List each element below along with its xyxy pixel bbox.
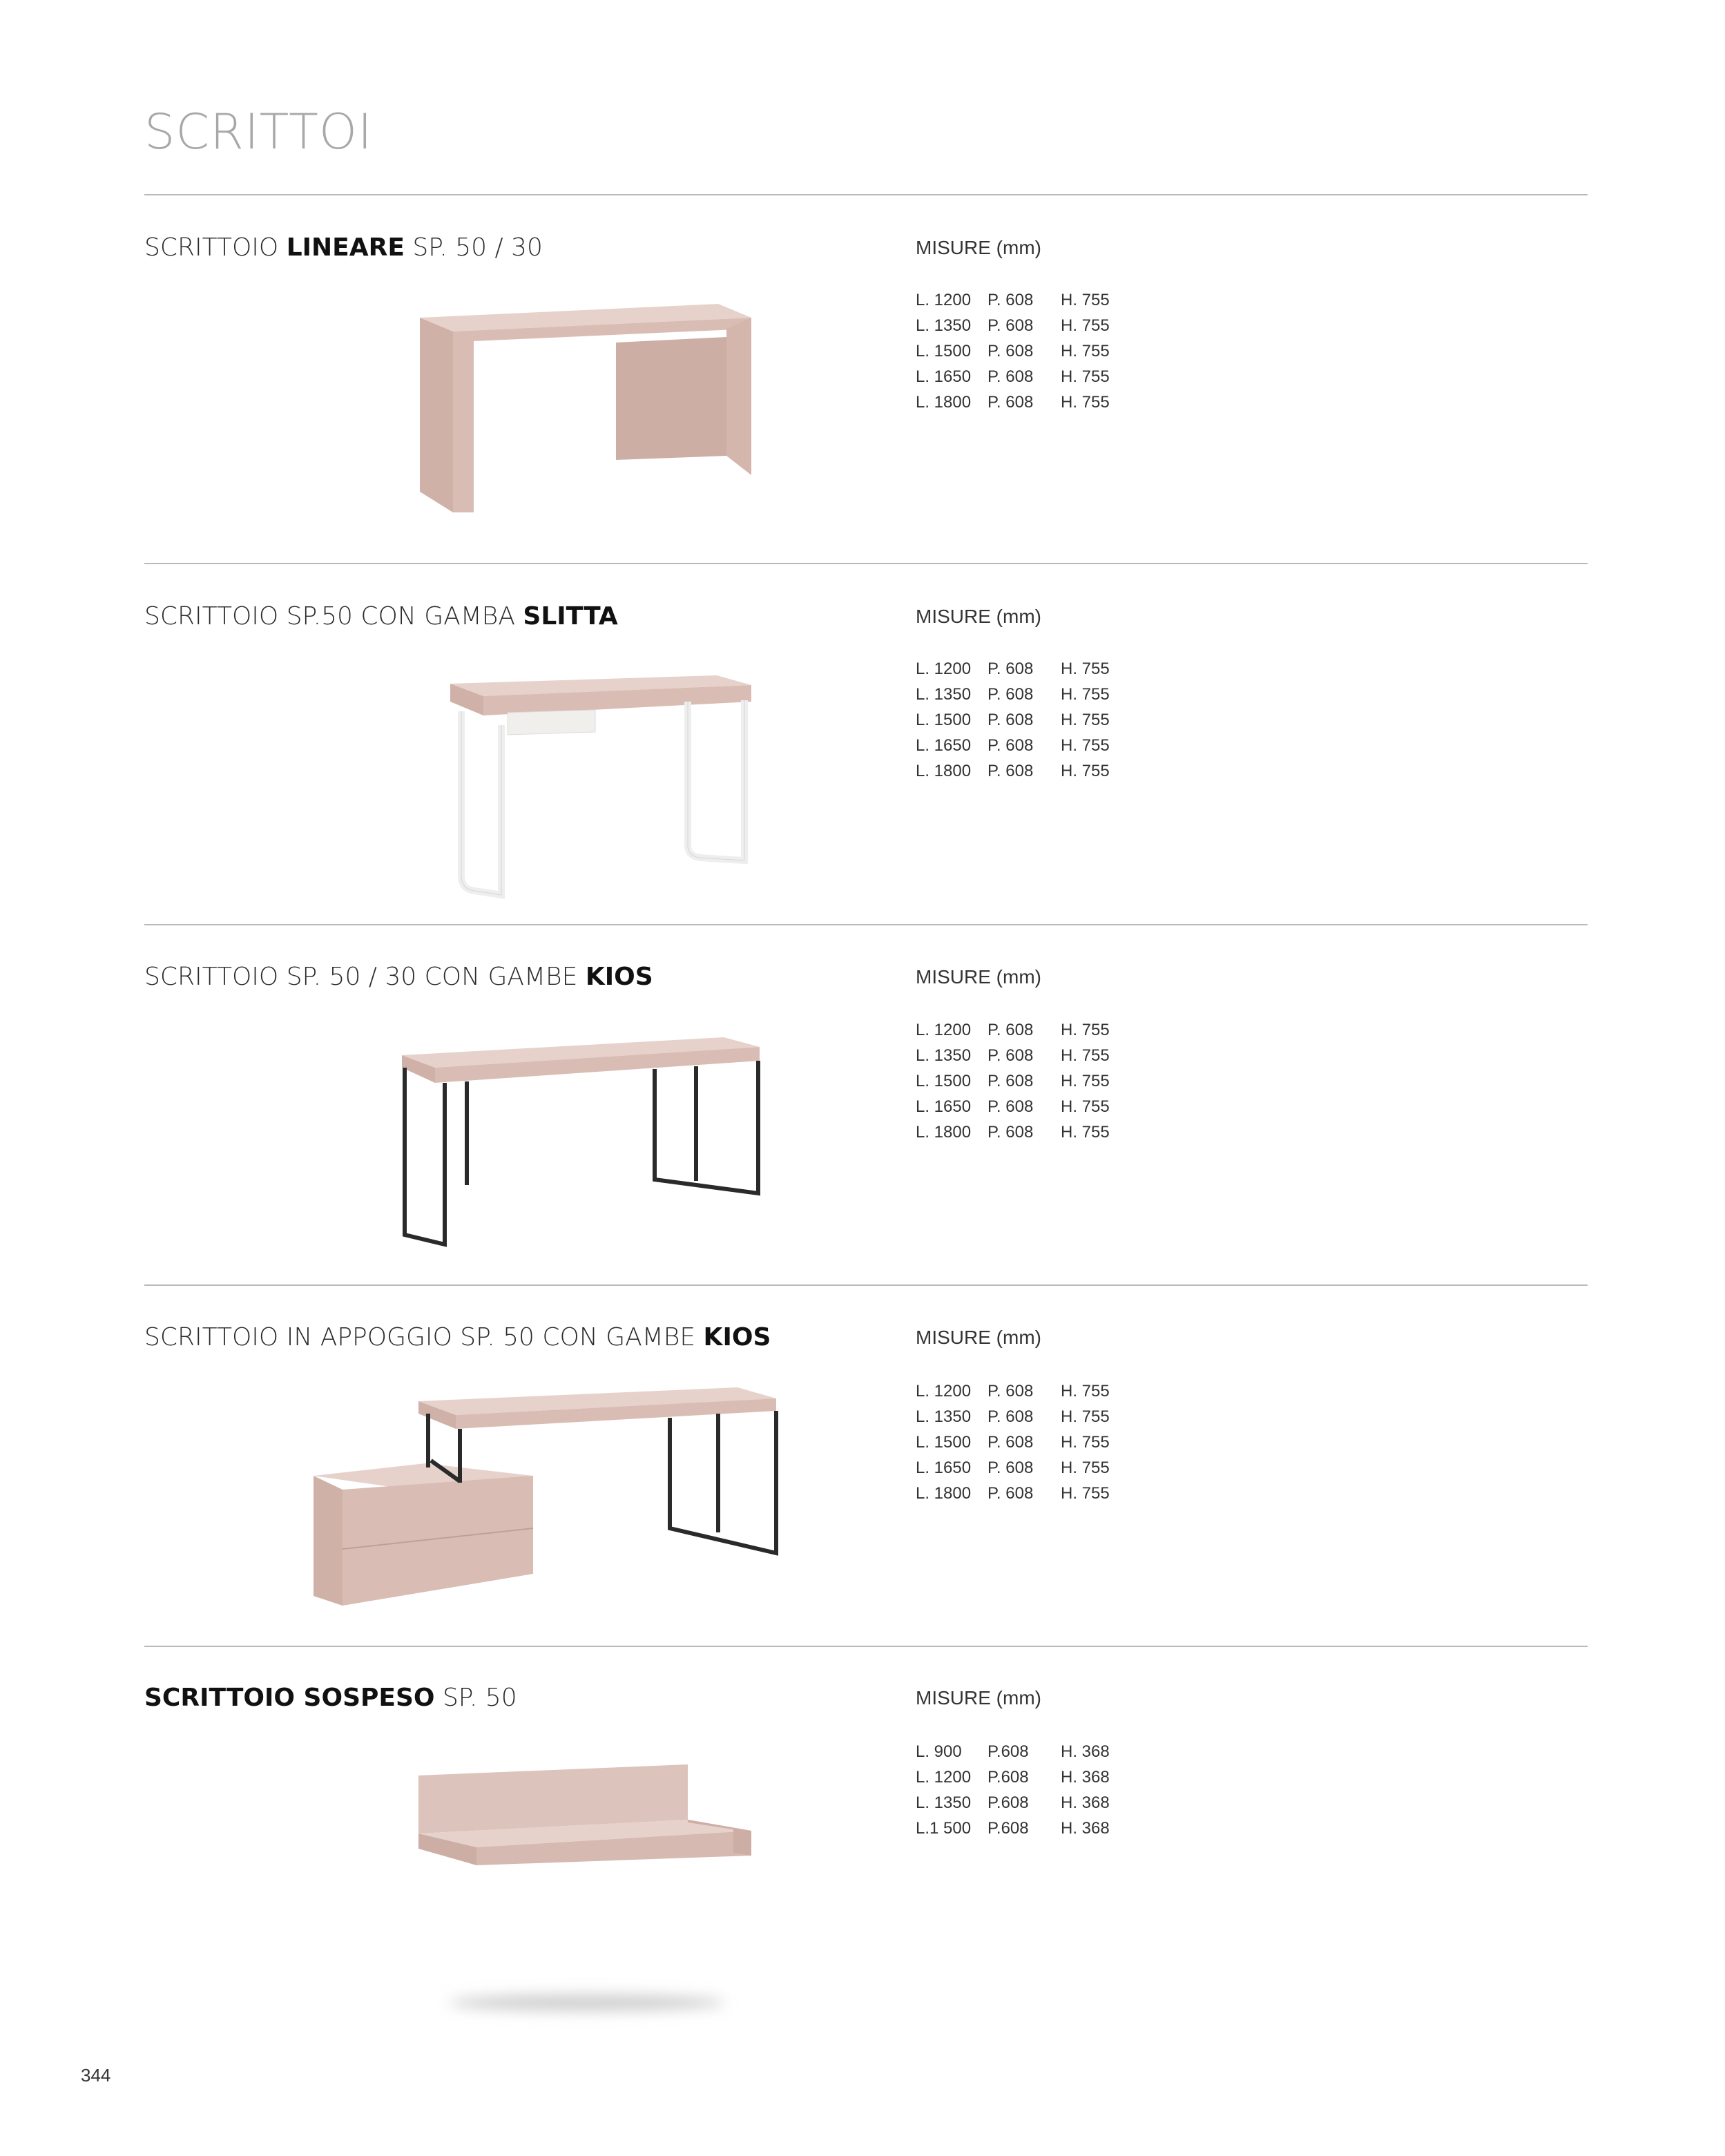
- title-text: SCRITTOIO: [144, 233, 287, 262]
- size-height: H. 755: [1061, 316, 1110, 335]
- size-row: [916, 1068, 1123, 1094]
- size-row: [916, 1790, 1123, 1816]
- title-bold: LINEARE: [286, 233, 405, 262]
- size-row: [916, 287, 1123, 313]
- size-list-appoggio: [916, 1378, 1123, 1506]
- size-length: L. 1650: [916, 736, 972, 755]
- size-height: H. 755: [1061, 342, 1110, 360]
- size-length: L. 1800: [916, 393, 972, 412]
- size-row: [916, 389, 1123, 415]
- size-row: [916, 1455, 1123, 1481]
- size-length: L. 1500: [916, 711, 972, 729]
- size-depth: P. 608: [987, 291, 1034, 309]
- size-length: L. 1200: [916, 1382, 972, 1401]
- size-length: L. 1350: [916, 316, 972, 335]
- title-bold: KIOS: [703, 1323, 771, 1351]
- size-height: H. 755: [1061, 1407, 1110, 1426]
- misure-label: MISURE (mm): [916, 966, 1041, 988]
- size-length: L. 1200: [916, 660, 972, 678]
- desk-appoggio-icon: [304, 1378, 787, 1613]
- size-length: L. 1500: [916, 342, 972, 360]
- size-length: L. 1200: [916, 1768, 972, 1787]
- size-list-lineare: [916, 287, 1123, 415]
- misure-label: MISURE (mm): [916, 1687, 1041, 1709]
- size-length: L. 900: [916, 1742, 962, 1761]
- section-title-sospeso: [144, 1684, 517, 1712]
- title-text: SP. 50: [434, 1684, 517, 1712]
- size-depth: P. 608: [987, 762, 1034, 780]
- size-length: L. 1200: [916, 291, 972, 309]
- size-depth: P. 608: [987, 1459, 1034, 1477]
- size-height: H. 755: [1061, 711, 1110, 729]
- size-row: [916, 1739, 1123, 1764]
- divider: [144, 1284, 1588, 1286]
- size-row: [916, 1764, 1123, 1790]
- size-depth: P. 608: [987, 711, 1034, 729]
- size-length: L. 1500: [916, 1072, 972, 1090]
- size-depth: P.608: [987, 1819, 1029, 1838]
- size-height: H. 755: [1061, 1021, 1110, 1039]
- desk-slitta-icon: [442, 670, 760, 905]
- size-row: [916, 1017, 1123, 1043]
- size-depth: P. 608: [987, 1021, 1034, 1039]
- size-depth: P. 608: [987, 1072, 1034, 1090]
- size-height: H. 755: [1061, 762, 1110, 780]
- size-height: H. 755: [1061, 1097, 1110, 1116]
- size-height: H. 755: [1061, 685, 1110, 704]
- size-height: H. 755: [1061, 1433, 1110, 1452]
- size-height: H. 755: [1061, 660, 1110, 678]
- divider: [144, 924, 1588, 925]
- desk-sospeso-icon: [414, 1764, 760, 2041]
- size-height: H. 755: [1061, 736, 1110, 755]
- size-length: L. 1650: [916, 1097, 972, 1116]
- size-row: [916, 1430, 1123, 1455]
- size-length: L. 1350: [916, 685, 972, 704]
- size-depth: P. 608: [987, 367, 1034, 386]
- divider: [144, 563, 1588, 564]
- size-row: [916, 707, 1123, 733]
- size-height: H. 755: [1061, 1484, 1110, 1503]
- size-length: L. 1800: [916, 1484, 972, 1503]
- title-text: SCRITTOIO IN APPOGGIO SP. 50 CON GAMBE: [144, 1323, 704, 1351]
- size-depth: P. 608: [987, 1407, 1034, 1426]
- size-height: H. 755: [1061, 367, 1110, 386]
- size-depth: P. 608: [987, 1046, 1034, 1065]
- size-row: [916, 1043, 1123, 1068]
- size-depth: P. 608: [987, 316, 1034, 335]
- desk-lineare-icon: [414, 297, 760, 518]
- size-length: L. 1350: [916, 1793, 972, 1812]
- size-depth: P.608: [987, 1742, 1029, 1761]
- size-row: [916, 1404, 1123, 1430]
- misure-label: MISURE (mm): [916, 1327, 1041, 1348]
- section-title-slitta: [144, 602, 618, 631]
- size-list-kios: [916, 1017, 1123, 1145]
- size-depth: P. 608: [987, 393, 1034, 412]
- size-row: [916, 313, 1123, 338]
- section-title-lineare: [144, 233, 543, 262]
- size-length: L. 1200: [916, 1021, 972, 1039]
- size-depth: P. 608: [987, 660, 1034, 678]
- size-row: [916, 758, 1123, 784]
- size-height: H. 755: [1061, 1046, 1110, 1065]
- size-length: L. 1650: [916, 367, 972, 386]
- size-height: H. 368: [1061, 1742, 1110, 1761]
- size-row: [916, 1119, 1123, 1145]
- size-list-slitta: [916, 656, 1123, 784]
- divider: [144, 194, 1588, 195]
- desk-kios-icon: [394, 1029, 767, 1257]
- size-depth: P. 608: [987, 1484, 1034, 1503]
- title-text: SCRITTOIO SP. 50 / 30 CON GAMBE: [144, 963, 586, 991]
- size-depth: P. 608: [987, 1382, 1034, 1401]
- size-row: [916, 733, 1123, 758]
- size-row: [916, 1094, 1123, 1119]
- size-depth: P. 608: [987, 1097, 1034, 1116]
- size-height: H. 755: [1061, 291, 1110, 309]
- size-depth: P. 608: [987, 342, 1034, 360]
- size-length: L.1 500: [916, 1819, 972, 1838]
- size-row: [916, 1816, 1123, 1841]
- size-depth: P.608: [987, 1768, 1029, 1787]
- size-height: H. 755: [1061, 1459, 1110, 1477]
- title-text: SP. 50 / 30: [404, 233, 543, 262]
- size-depth: P. 608: [987, 685, 1034, 704]
- page-title: SCRITTOI: [144, 104, 373, 160]
- size-row: [916, 1481, 1123, 1506]
- size-list-sospeso: [916, 1739, 1123, 1841]
- size-row: [916, 364, 1123, 389]
- size-depth: P. 608: [987, 1123, 1034, 1142]
- misure-label: MISURE (mm): [916, 237, 1041, 258]
- size-length: L. 1350: [916, 1407, 972, 1426]
- size-height: H. 755: [1061, 1072, 1110, 1090]
- title-text: SCRITTOIO SP.50 CON GAMBA: [144, 602, 523, 631]
- size-depth: P.608: [987, 1793, 1029, 1812]
- size-height: H. 368: [1061, 1768, 1110, 1787]
- size-height: H. 368: [1061, 1819, 1110, 1838]
- size-height: H. 368: [1061, 1793, 1110, 1812]
- size-row: [916, 1378, 1123, 1404]
- size-length: L. 1650: [916, 1459, 972, 1477]
- title-bold: KIOS: [585, 963, 653, 991]
- size-depth: P. 608: [987, 1433, 1034, 1452]
- page-number: 344: [81, 2065, 111, 2086]
- title-bold: SCRITTOIO SOSPESO: [144, 1684, 435, 1712]
- size-row: [916, 656, 1123, 682]
- misure-label: MISURE (mm): [916, 606, 1041, 627]
- title-bold: SLITTA: [523, 602, 618, 631]
- size-length: L. 1350: [916, 1046, 972, 1065]
- size-row: [916, 682, 1123, 707]
- size-length: L. 1800: [916, 1123, 972, 1142]
- size-length: L. 1500: [916, 1433, 972, 1452]
- divider: [144, 1646, 1588, 1647]
- section-title-kios: [144, 963, 653, 991]
- size-height: H. 755: [1061, 393, 1110, 412]
- size-row: [916, 338, 1123, 364]
- size-length: L. 1800: [916, 762, 972, 780]
- size-depth: P. 608: [987, 736, 1034, 755]
- size-height: H. 755: [1061, 1123, 1110, 1142]
- section-title-appoggio: [144, 1323, 771, 1351]
- size-height: H. 755: [1061, 1382, 1110, 1401]
